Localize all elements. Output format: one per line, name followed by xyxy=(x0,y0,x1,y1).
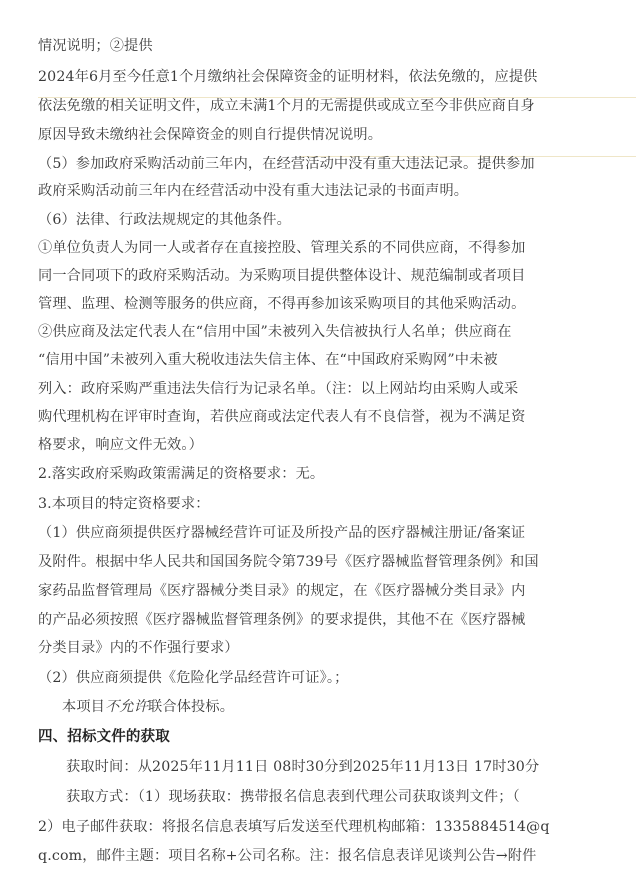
text-line: 原因导致未缴纳社会保障资金的则自行提供情况说明。 xyxy=(38,127,383,143)
text-line: 格要求，响应文件无效。） xyxy=(38,437,203,453)
text-line: 家药品监督管理局《医疗器械分类目录》的规定，在《医疗器械分类目录》内 xyxy=(38,583,526,599)
acquisition-time: 获取时间：从2025年11月11日 08时30分到2025年11月13日 17时30分 xyxy=(66,759,540,775)
text-line: （6）法律、行政法规规定的其他条件。 xyxy=(38,212,291,228)
text-line: 购代理机构在评审时查询，若供应商或法定代表人有不良信誉，视为不满足资 xyxy=(38,409,526,425)
section-heading: 四、招标文件的获取 xyxy=(38,729,170,745)
acquisition-method-line: q.com，邮件主题：项目名称+公司名称。注：报名信息表详见谈判公告→附件 xyxy=(38,848,537,864)
joint-bid-prefix: 本项目 xyxy=(62,699,106,715)
text-line: 管理、监理、检测等服务的供应商，不得再参加该采购项目的其他采购活动。 xyxy=(38,296,526,312)
joint-bid-statement xyxy=(62,697,234,717)
text-line: 分类目录》内的不作强行要求） xyxy=(38,640,239,656)
acquisition-method-line: 2）电子邮件获取：将报名信息表填写后发送至代理机构邮箱：1335884514@q xyxy=(38,819,550,835)
text-line: 政府采购活动前三年内在经营活动中没有重大违法记录的书面声明。 xyxy=(38,183,469,199)
text-line: （5）参加政府采购活动前三年内，在经营活动中没有重大违法记录。提供参加 xyxy=(38,156,535,172)
text-line: （1）供应商须提供医疗器械经营许可证及所投产品的医疗器械注册证/备案证 xyxy=(38,525,526,541)
text-line: （2）供应商须提供《危险化学品经营许可证》。； xyxy=(38,670,349,686)
acquisition-method-line: 获取方式：（1）现场获取：携带报名信息表到代理公司获取谈判文件；（ xyxy=(66,789,520,805)
text-line: 3.本项目的特定资格要求： xyxy=(38,496,210,512)
text-line: 列入：政府采购严重违法失信行为记录名单。（注：以上网站均由采购人或采 xyxy=(38,381,519,397)
joint-bid-suffix: 联合体投标。 xyxy=(148,699,235,715)
text-line: 2.落实政府采购政策需满足的资格要求：无。 xyxy=(38,466,325,482)
text-line: ①单位负责人为同一人或者存在直接控股、管理关系的不同供应商，不得参加 xyxy=(38,240,526,256)
text-line: “信用中国”未被列入重大税收违法失信主体、在“中国政府采购网”中未被 xyxy=(38,352,498,368)
text-line: 同一合同项下的政府采购活动。为采购项目提供整体设计、规范编制或者项目 xyxy=(38,268,526,284)
text-line: 的产品必须按照《医疗器械监督管理条例》的要求提供，其他不在《医疗器械 xyxy=(38,612,526,628)
text-line: 2024年6月至今任意1个月缴纳社会保障资金的证明材料，依法免缴的，应提供 xyxy=(38,69,538,85)
text-line: 依法免缴的相关证明文件，成立未满1个月的无需提供或成立至今非供应商自身 xyxy=(38,98,535,114)
text-line: 及附件。根据中华人民共和国国务院令第739号《医疗器械监督管理条例》和国 xyxy=(38,554,539,570)
joint-bid-emphasis: 不允许 xyxy=(105,699,149,715)
text-line: ②供应商及法定代表人在“信用中国”未被列入失信被执行人名单；供应商在 xyxy=(38,324,512,340)
text-line: 情况说明；②提供 xyxy=(38,38,153,54)
